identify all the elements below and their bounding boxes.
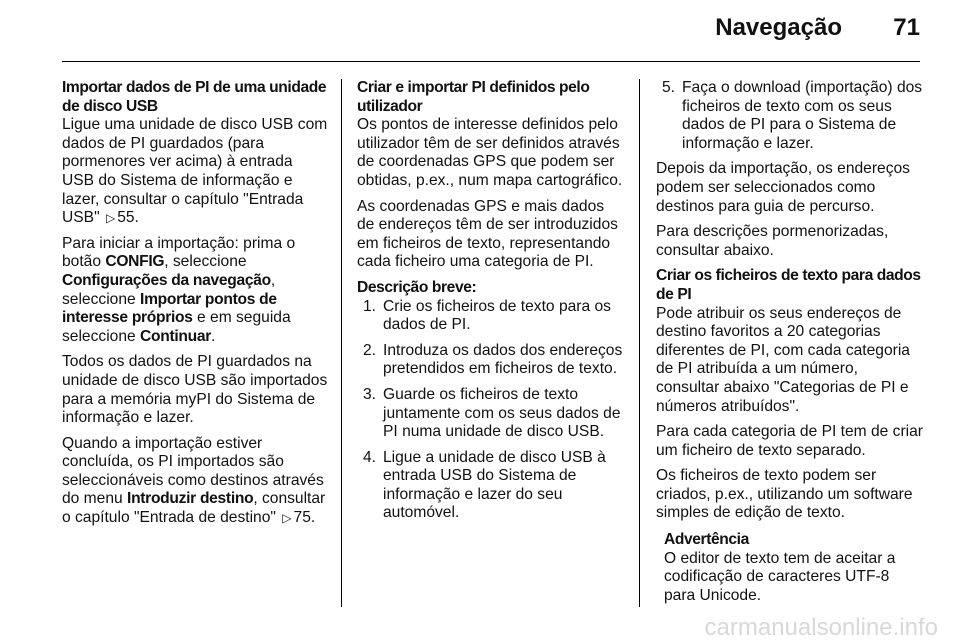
column-1 xyxy=(62,79,328,535)
paragraph xyxy=(62,435,328,528)
paragraph-text: Ligue uma unidade de disco USB com dados de PI guardados (para pormenores ver acima) à entrada USB do Sistema de informação e lazer, consultar o capítulo "Entrada USB" xyxy=(62,116,328,227)
page-reference-arrow-icon: ▷ xyxy=(282,511,292,526)
section-heading-text-files: Criar os ficheiros de texto para dados de PI xyxy=(656,267,921,303)
page-title: Navegação xyxy=(715,14,842,41)
menu-term: Importar pontos de interesse próprios xyxy=(62,290,277,327)
watermark: carmanualsonline.info xyxy=(704,614,938,641)
menu-term: Introduzir destino xyxy=(127,490,254,508)
menu-term: Configurações da navegação xyxy=(62,271,271,289)
header-divider xyxy=(62,61,920,62)
step-number: 2. xyxy=(363,341,377,359)
step-text: Crie os ficheiros de texto para os dados de PI. xyxy=(383,297,611,334)
step-text: Ligue a unidade de disco USB à entrada USB do Sistema de informação e lazer do seu automóvel. xyxy=(383,448,606,522)
paragraph xyxy=(62,235,328,347)
list-item xyxy=(357,386,625,442)
paragraph: Os ficheiros de texto podem ser criados, p.ex., utilizando um software simples de edição de texto. xyxy=(656,467,913,522)
menu-term: CONFIG xyxy=(105,253,165,271)
paragraph-text: , seleccione xyxy=(62,271,276,308)
paragraph-text: Para iniciar a importação: prima o botão xyxy=(62,234,296,271)
step-number: 4. xyxy=(363,448,377,466)
paragraph-text: Quando a importação estiver concluída, os PI importados são seleccionáveis como destinos através do menu xyxy=(62,434,324,508)
paragraph-text: . xyxy=(210,327,216,345)
paragraph: Para descrições pormenorizadas, consultar abaixo. xyxy=(656,223,889,259)
note-title: Advertência xyxy=(664,531,749,549)
page-reference-arrow-icon: ▷ xyxy=(105,211,116,226)
step-text: Guarde os ficheiros de texto juntamente com os seus dados de PI numa unidade de disco USB. xyxy=(383,385,621,441)
menu-term: Continuar xyxy=(140,327,211,345)
step-number: 3. xyxy=(363,385,377,403)
step-number: 5. xyxy=(662,79,676,96)
paragraph: Depois da importação, os endereços podem ser seleccionados como destinos para guia de percurso. xyxy=(656,160,910,215)
section-heading-create-import: Criar e importar PI definidos pelo utilizador xyxy=(357,79,590,115)
step-text: Introduza os dados dos endereços pretendidos em ficheiros de texto. xyxy=(383,341,623,378)
page-number: 71 xyxy=(893,14,920,41)
paragraph: As coordenadas GPS e mais dados de endereços têm de ser introduzidos em ficheiros de texto, representando cada ficheiro uma categoria de PI. xyxy=(357,197,618,271)
steps-title: Descrição breve: xyxy=(357,278,477,296)
column-2 xyxy=(357,79,625,530)
list-item xyxy=(656,79,924,153)
section-heading-import-usb: Importar dados de PI de uma unidade de disco USB xyxy=(62,79,327,115)
column-divider-2 xyxy=(639,79,640,607)
paragraph-text: , seleccione xyxy=(164,253,247,271)
paragraph-text: e em seguida seleccione xyxy=(62,309,291,345)
page-reference: 75. xyxy=(293,509,316,527)
paragraph: Os pontos de interesse definidos pelo utilizador têm de ser definidos através de coordenadas GPS que podem ser obtidas, p.ex., num mapa cartográfico. xyxy=(357,116,623,189)
step-number: 1. xyxy=(363,297,377,315)
page-reference: 55. xyxy=(117,209,139,227)
column-3 xyxy=(656,79,924,605)
paragraph-text: , consultar o capítulo "Entrada de destino" xyxy=(62,490,326,527)
column-divider-1 xyxy=(341,79,342,607)
list-item xyxy=(357,342,625,379)
list-item xyxy=(357,449,625,523)
paragraph xyxy=(62,116,328,228)
step-text: Faça o download (importação) dos ficheiros de texto com os seus dados de PI para o Sistema de informação e lazer. xyxy=(682,79,923,152)
paragraph: Todos os dados de PI guardados na unidade de disco USB são importados para a memória myPI do Sistema de informação e lazer. xyxy=(62,353,328,427)
warning-note xyxy=(656,531,924,605)
paragraph: Pode atribuir os seus endereços de destino favoritos a 20 categorias diferentes de PI, com cada categoria de PI atribuída a um número, consultar abaixo "Categorias de PI e números atribuídos". xyxy=(656,304,910,415)
steps-list-continued xyxy=(656,79,924,153)
steps-list xyxy=(357,298,625,524)
note-text: O editor de texto tem de aceitar a codificação de caracteres UTF-8 para Unicode. xyxy=(664,549,896,604)
paragraph: Para cada categoria de PI tem de criar um ficheiro de texto separado. xyxy=(656,423,923,459)
list-item xyxy=(357,298,625,335)
